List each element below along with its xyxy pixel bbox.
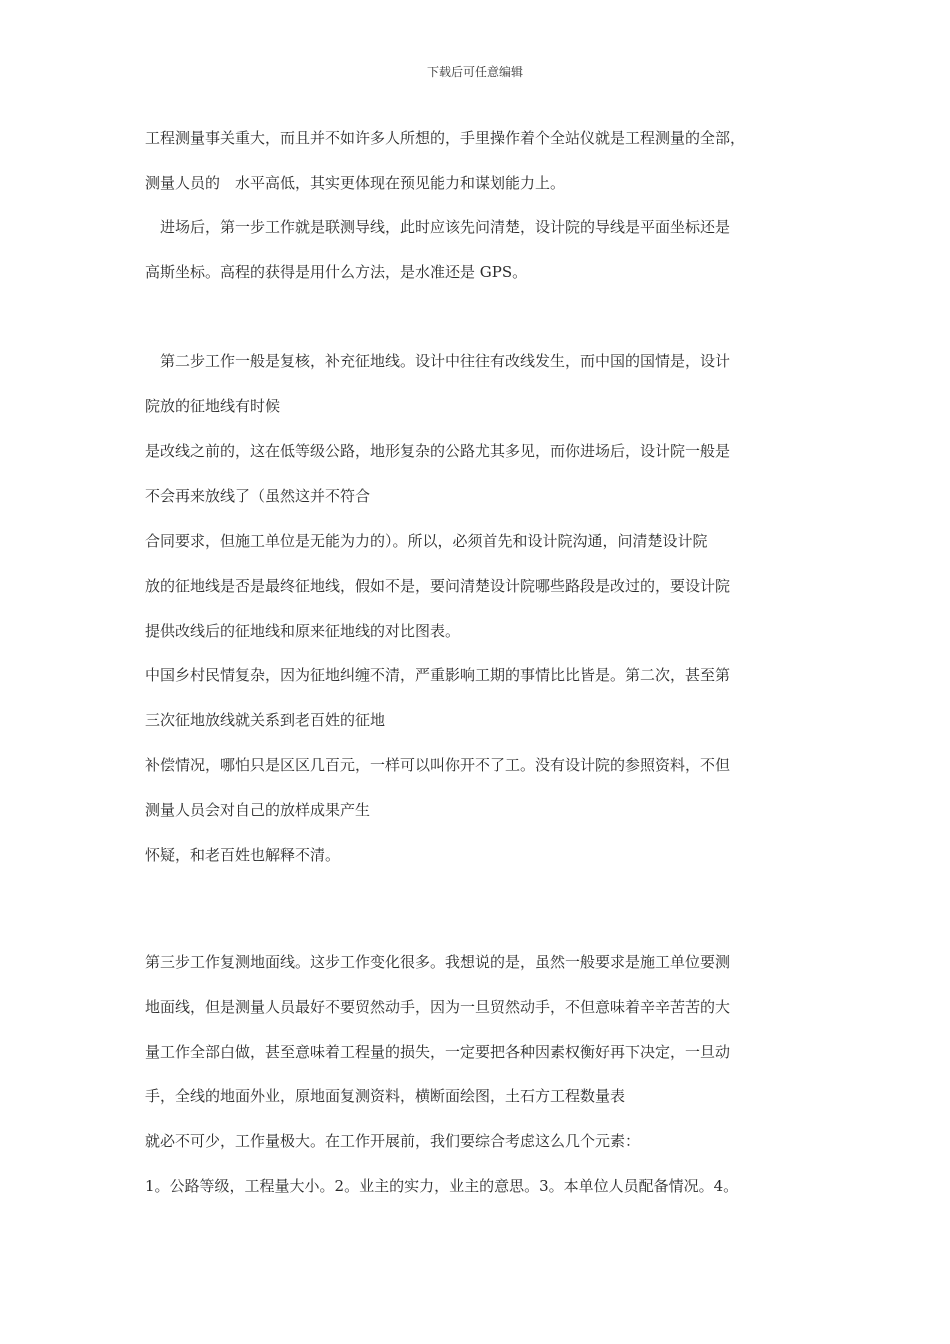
page-header: 下载后可任意编辑	[426, 65, 523, 79]
body-line: 量工作全部白做，甚至意味着工程量的损失，一定要把各种因素权衡好再下决定，一旦动	[145, 1043, 731, 1061]
body-line: 测量人员的 水平高低，其实更体现在预见能力和谋划能力上。	[145, 174, 566, 192]
body-line: 1。公路等级，工程量大小。2。业主的实力，业主的意思。3。本单位人员配备情况。4。	[145, 1177, 739, 1195]
body-line: 中国乡村民情复杂，因为征地纠缠不清，严重影响工期的事情比比皆是。第二次，甚至第	[145, 666, 731, 684]
body-line: 第三步工作复测地面线。这步工作变化很多。我想说的是，虽然一般要求是施工单位要测	[145, 953, 731, 971]
body-line: 提供改线后的征地线和原来征地线的对比图表。	[145, 622, 461, 640]
body-line: 手，全线的地面外业，原地面复测资料，横断面绘图，土石方工程数量表	[145, 1087, 626, 1105]
body-line: 测量人员会对自己的放样成果产生	[145, 801, 371, 819]
body-line: 是改线之前的，这在低等级公路，地形复杂的公路尤其多见，而你进场后，设计院一般是	[145, 442, 731, 460]
body-line: 补偿情况，哪怕只是区区几百元，一样可以叫你开不了工。没有设计院的参照资料，不但	[145, 756, 731, 774]
body-line: 就必不可少，工作量极大。在工作开展前，我们要综合考虑这么几个元素：	[145, 1132, 641, 1150]
body-line: 进场后，第一步工作就是联测导线，此时应该先问清楚，设计院的导线是平面坐标还是	[145, 218, 731, 236]
body-line: 合同要求，但施工单位是无能为力的）。所以，必须首先和设计院沟通，问清楚设计院	[145, 532, 708, 550]
body-line: 怀疑，和老百姓也解释不清。	[145, 846, 341, 864]
body-line: 地面线，但是测量人员最好不要贸然动手，因为一旦贸然动手，不但意味着辛辛苦苦的大	[145, 998, 731, 1016]
body-line: 院放的征地线有时候	[145, 397, 281, 415]
body-line: 工程测量事关重大，而且并不如许多人所想的，手里操作着个全站仪就是工程测量的全部，	[145, 129, 746, 147]
body-line: 放的征地线是否是最终征地线，假如不是，要问清楚设计院哪些路段是改过的，要设计院	[145, 577, 731, 595]
body-line: 高斯坐标。高程的获得是用什么方法，是水准还是 GPS。	[145, 263, 528, 281]
body-line: 三次征地放线就关系到老百姓的征地	[145, 711, 386, 729]
body-line: 不会再来放线了（虽然这并不符合	[145, 487, 371, 505]
body-line: 第二步工作一般是复核，补充征地线。设计中往往有改线发生，而中国的国情是，设计	[145, 352, 731, 370]
